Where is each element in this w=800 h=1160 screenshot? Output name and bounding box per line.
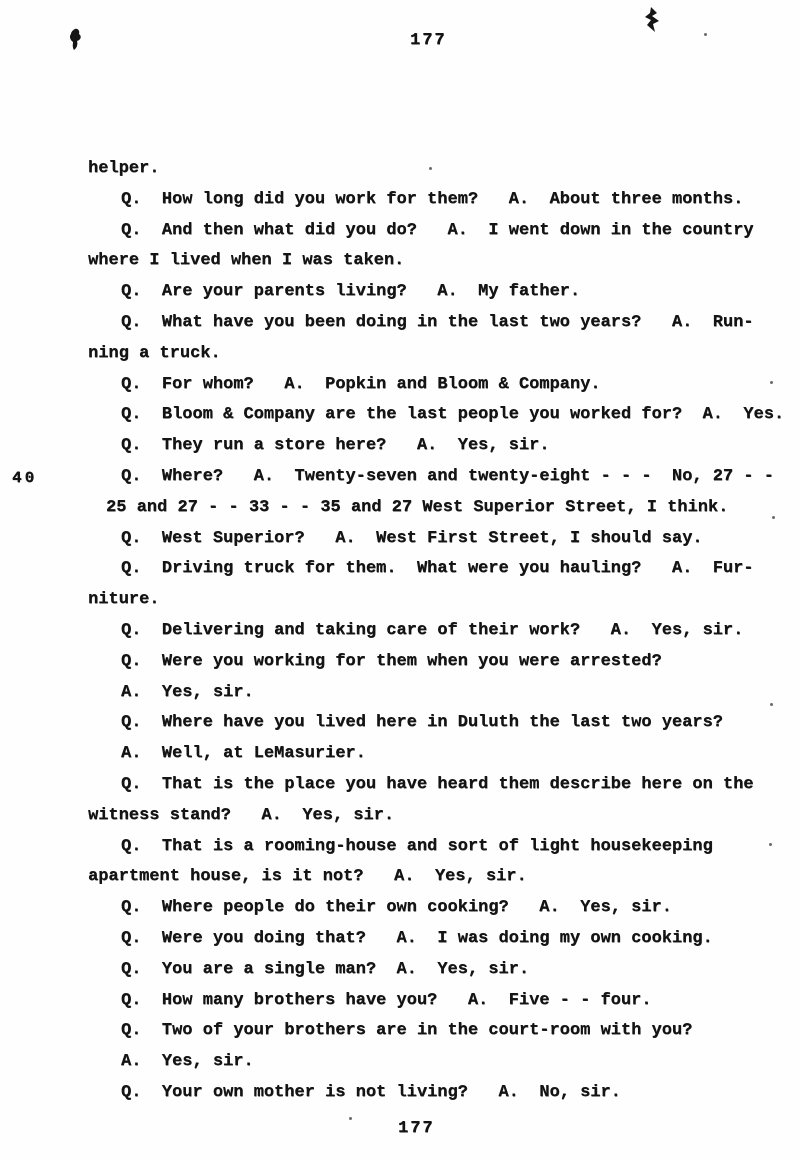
transcript-line: Q. You are a single man? A. Yes, sir. xyxy=(121,959,530,979)
transcript-line: Q. Driving truck for them. What were you hauling? A. Fur- xyxy=(121,559,754,579)
transcript-line: Q. How long did you work for them? A. About three months. xyxy=(121,189,744,209)
page-number-top: 177 xyxy=(410,31,447,50)
transcript-line: where I lived when I was taken. xyxy=(88,251,405,271)
transcript-line: Q. How many brothers have you? A. Five - - four. xyxy=(121,990,652,1010)
transcript-line: Q. That is a rooming-house and sort of light housekeeping xyxy=(121,836,713,856)
scan-speck xyxy=(769,843,772,846)
transcript-line: Q. Your own mother is not living? A. No, sir. xyxy=(121,1082,621,1102)
ink-scribble-icon xyxy=(643,6,661,36)
transcript-line: ning a truck. xyxy=(88,343,221,363)
scan-speck xyxy=(770,381,773,384)
transcript-line: witness stand? A. Yes, sir. xyxy=(88,805,395,825)
transcript-line: A. Yes, sir. xyxy=(121,682,254,702)
transcript-line: Q. Delivering and taking care of their work? A. Yes, sir. xyxy=(121,620,744,640)
scan-speck xyxy=(770,703,773,706)
scan-speck xyxy=(704,33,707,36)
transcript-line: Q. Where? A. Twenty-seven and twenty-eight - - - No, 27 - - xyxy=(121,466,774,486)
transcript-line: Q. Were you working for them when you were arrested? xyxy=(121,651,662,671)
transcript-line: Q. That is the place you have heard them describe here on the xyxy=(121,774,754,794)
transcript-line: Q. Were you doing that? A. I was doing my own cooking. xyxy=(121,928,713,948)
scan-speck xyxy=(429,167,432,170)
transcript-line: A. Yes, sir. xyxy=(121,1052,254,1072)
transcript-line: A. Well, at LeMasurier. xyxy=(121,744,366,764)
scan-speck xyxy=(772,516,775,519)
transcript-line: Q. Where people do their own cooking? A. Yes, sir. xyxy=(121,898,672,918)
ink-blot-icon xyxy=(68,27,82,53)
transcript-line: niture. xyxy=(88,590,160,610)
transcript-line: Q. And then what did you do? A. I went down in the country xyxy=(121,220,754,240)
transcript-line: 25 and 27 - - 33 - - 35 and 27 West Superior Street, I think. xyxy=(106,497,729,517)
transcript-line: Q. Where have you lived here in Duluth the last two years? xyxy=(121,713,723,733)
transcript-line: apartment house, is it not? A. Yes, sir. xyxy=(88,867,527,887)
scan-speck xyxy=(349,1117,352,1120)
transcript-line: Q. Two of your brothers are in the court-room with you? xyxy=(121,1021,693,1041)
transcript-line: Q. West Superior? A. West First Street, I should say. xyxy=(121,528,703,548)
page-number-bottom: 177 xyxy=(398,1119,435,1138)
transcript-line: Q. Are your parents living? A. My father. xyxy=(121,282,581,302)
transcript-body xyxy=(0,154,800,1109)
transcript-line: Q. Bloom & Company are the last people you worked for? A. Yes. xyxy=(121,405,785,425)
transcript-line: Q. What have you been doing in the last two years? A. Run- xyxy=(121,312,754,332)
margin-line-number: 40 xyxy=(12,469,38,487)
transcript-line: Q. For whom? A. Popkin and Bloom & Company. xyxy=(121,374,601,394)
transcript-line: helper. xyxy=(88,159,160,178)
transcript-line: Q. They run a store here? A. Yes, sir. xyxy=(121,436,550,456)
